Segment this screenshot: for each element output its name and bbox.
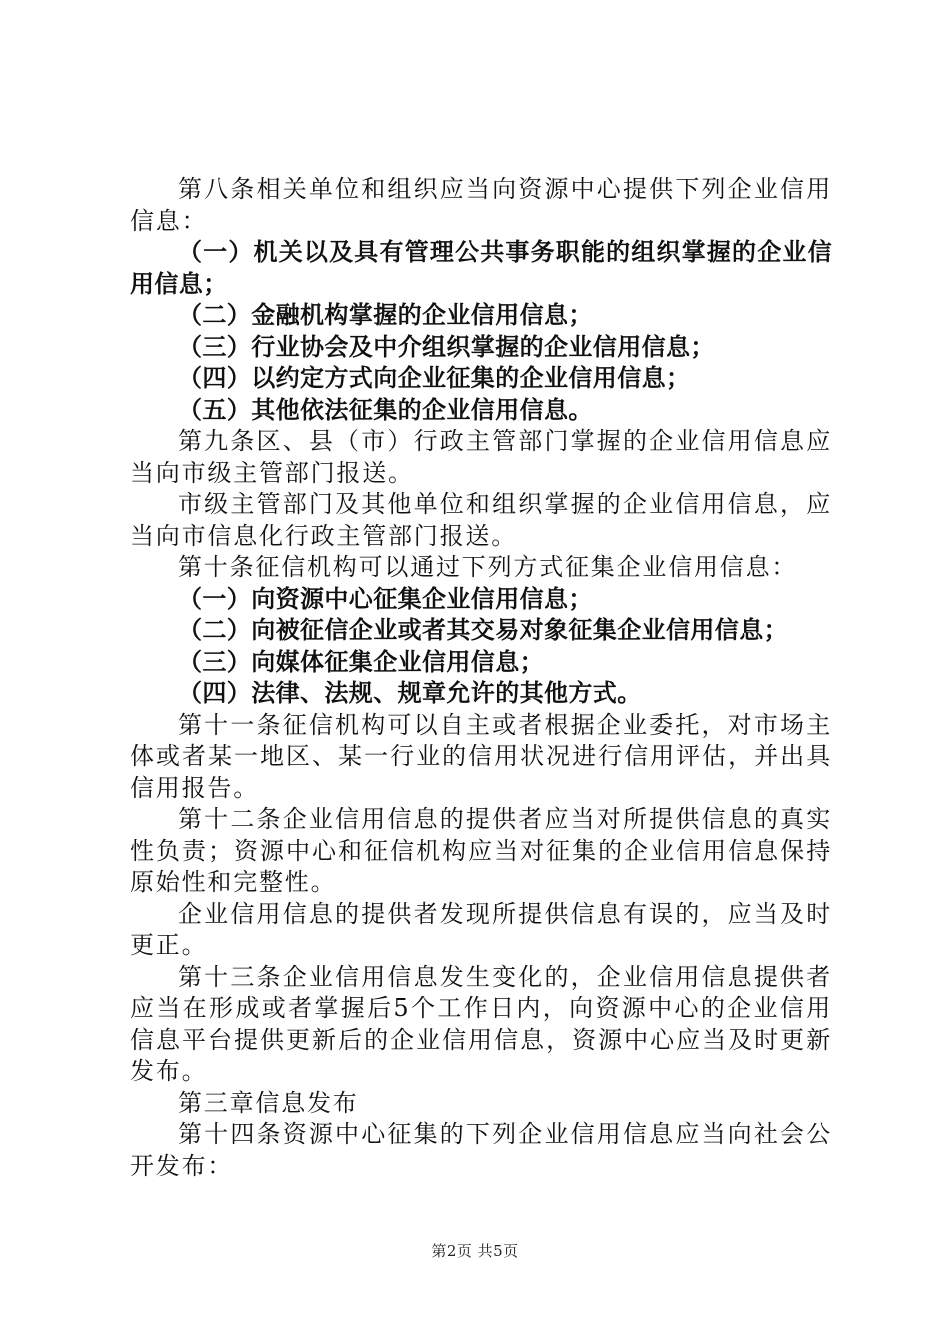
list-item-1: （一）机关以及具有管理公共事务职能的组织掌握的企业信用信息；	[130, 238, 832, 298]
article-13-paragraph: 第十三条企业信用信息发生变化的，企业信用信息提供者应当在形成或者掌握后5个工作日内，向资源中心的企业信用信息平台提供更新后的企业信用信息，资源中心应当及时更新发布。	[130, 962, 832, 1085]
method-item-1: （一）向资源中心征集企业信用信息；	[178, 584, 593, 613]
method-item-2: （二）向被征信企业或者其交易对象征集企业信用信息；	[178, 616, 788, 644]
article-8-paragraph: 第八条相关单位和组织应当向资源中心提供下列企业信用信息：	[130, 175, 832, 235]
list-item-3: （三）行业协会及中介组织掌握的企业信用信息；	[178, 332, 715, 361]
document-body	[130, 174, 832, 1182]
article-9-paragraph: 第九条区、县（市）行政主管部门掌握的企业信用信息应当向市级主管部门报送。	[130, 427, 832, 487]
article-11-paragraph: 第十一条征信机构可以自主或者根据企业委托，对市场主体或者某一地区、某一行业的信用状况进行信用评估，并出具信用报告。	[130, 710, 832, 802]
article-14-paragraph: 第十四条资源中心征集的下列企业信用信息应当向社会公开发布：	[130, 1120, 832, 1180]
page-footer: 第2页 共5页	[431, 1242, 519, 1260]
correction-paragraph: 企业信用信息的提供者发现所提供信息有误的，应当及时更正。	[130, 899, 832, 959]
chapter-3-heading: 第三章信息发布	[178, 1088, 359, 1117]
article-10-paragraph: 第十条征信机构可以通过下列方式征集企业信用信息：	[178, 553, 798, 581]
article-12-paragraph: 第十二条企业信用信息的提供者应当对所提供信息的真实性负责；资源中心和征信机构应当对征集的企业信用信息保持原始性和完整性。	[130, 805, 832, 896]
municipal-report-paragraph: 市级主管部门及其他单位和组织掌握的企业信用信息，应当向市信息化行政主管部门报送。	[130, 490, 832, 550]
list-item-4: （四）以约定方式向企业征集的企业信用信息；	[178, 364, 691, 392]
list-item-5: （五）其他依法征集的企业信用信息。	[178, 395, 593, 424]
method-item-4: （四）法律、法规、规章允许的其他方式。	[178, 679, 642, 707]
list-item-2: （二）金融机构掌握的企业信用信息；	[178, 301, 593, 329]
method-item-3: （三）向媒体征集企业信用信息；	[178, 647, 544, 676]
